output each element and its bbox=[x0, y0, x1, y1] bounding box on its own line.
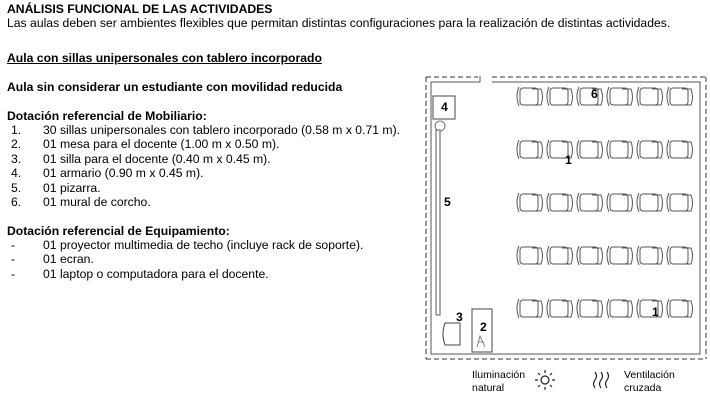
furniture-item-number: 3. bbox=[11, 151, 22, 166]
student-chair bbox=[607, 140, 633, 159]
student-chair bbox=[577, 193, 603, 212]
equipment-item-number: - bbox=[11, 252, 16, 267]
student-chair bbox=[547, 299, 573, 318]
heading: ANÁLISIS FUNCIONAL DE LAS ACTIVIDADES bbox=[7, 2, 273, 16]
student-chair bbox=[577, 299, 603, 318]
legend-ventilation-line2: cruzada bbox=[624, 382, 662, 394]
furniture-item-text: 01 silla para el docente (0.40 m x 0.45 m). bbox=[43, 151, 271, 166]
furniture-item-text: 01 pizarra. bbox=[43, 180, 101, 195]
legend-lighting-line2: natural bbox=[472, 382, 505, 394]
student-chairs bbox=[517, 87, 693, 318]
student-chair bbox=[517, 193, 543, 212]
teacher-chair bbox=[443, 323, 460, 345]
label-armario: 4 bbox=[441, 100, 448, 114]
student-chair bbox=[547, 87, 573, 106]
student-chair bbox=[577, 87, 603, 106]
condition-text: Aula sin considerar un estudiante con movilidad reducida bbox=[7, 80, 343, 94]
intro-text: Las aulas deben ser ambientes flexibles que permitan distintas configuraciones para la realización de distintas actividades. bbox=[7, 16, 671, 30]
student-chair bbox=[637, 87, 663, 106]
student-chair bbox=[517, 87, 543, 106]
wavy-air-icon bbox=[594, 372, 609, 388]
student-chair bbox=[517, 140, 543, 159]
student-chair bbox=[667, 87, 693, 106]
furniture-item-text: 01 armario (0.90 m x 0.45 m). bbox=[43, 166, 204, 181]
student-chair bbox=[577, 140, 603, 159]
label-mural: 6 bbox=[591, 87, 598, 101]
student-chair bbox=[607, 246, 633, 265]
equipment-item-number: - bbox=[11, 266, 16, 281]
student-chair bbox=[667, 299, 693, 318]
student-chair bbox=[517, 299, 543, 318]
legend-lighting-line1: Iluminación bbox=[472, 369, 526, 381]
equipment-item-number: - bbox=[11, 238, 16, 252]
label-pizarra: 5 bbox=[444, 195, 451, 209]
student-chair bbox=[637, 246, 663, 265]
equipment-item-text: 01 ecran. bbox=[43, 252, 94, 267]
student-chair bbox=[667, 193, 693, 212]
furniture-item-text: 01 mural de corcho. bbox=[43, 195, 151, 209]
label-teacher-desk: 2 bbox=[480, 320, 487, 334]
equipment-item-text: 01 proyector multimedia de techo (incluye rack de soporte). bbox=[43, 238, 364, 252]
legend-ventilation-line1: Ventilación bbox=[624, 369, 675, 381]
subheading: Aula con sillas unipersonales con tablero incorporado bbox=[7, 51, 322, 65]
student-chair bbox=[547, 193, 573, 212]
student-chair bbox=[607, 299, 633, 318]
student-chair bbox=[667, 140, 693, 159]
furniture-item-text: 01 mesa para el docente (1.00 m x 0.50 m). bbox=[43, 137, 280, 152]
student-chair bbox=[667, 246, 693, 265]
furniture-item-number: 2. bbox=[11, 137, 22, 152]
pizarra bbox=[436, 130, 440, 315]
student-chair bbox=[547, 246, 573, 265]
student-chair bbox=[517, 246, 543, 265]
student-chair bbox=[577, 246, 603, 265]
armario-door-mark bbox=[435, 121, 445, 131]
furniture-item-number: 5. bbox=[11, 180, 22, 195]
equipment-item-text: 01 laptop o computadora para el docente. bbox=[43, 266, 269, 281]
furniture-item-number: 4. bbox=[11, 166, 22, 181]
furniture-item-text: 30 sillas unipersonales con tablero incorporado (0.58 m x 0.71 m). bbox=[43, 123, 401, 137]
student-chair bbox=[637, 193, 663, 212]
label-chairs-a: 1 bbox=[565, 153, 572, 167]
label-chairs-b: 1 bbox=[652, 305, 659, 319]
student-chair bbox=[607, 193, 633, 212]
furniture-item-number: 6. bbox=[11, 195, 22, 209]
furniture-title: Dotación referencial de Mobiliario: bbox=[7, 109, 207, 123]
label-teacher-chair: 3 bbox=[456, 310, 463, 324]
sun-icon bbox=[535, 370, 555, 390]
furniture-item-number: 1. bbox=[11, 123, 22, 137]
equipment-title: Dotación referencial de Equipamiento: bbox=[7, 224, 230, 238]
student-chair bbox=[607, 87, 633, 106]
student-chair bbox=[637, 140, 663, 159]
